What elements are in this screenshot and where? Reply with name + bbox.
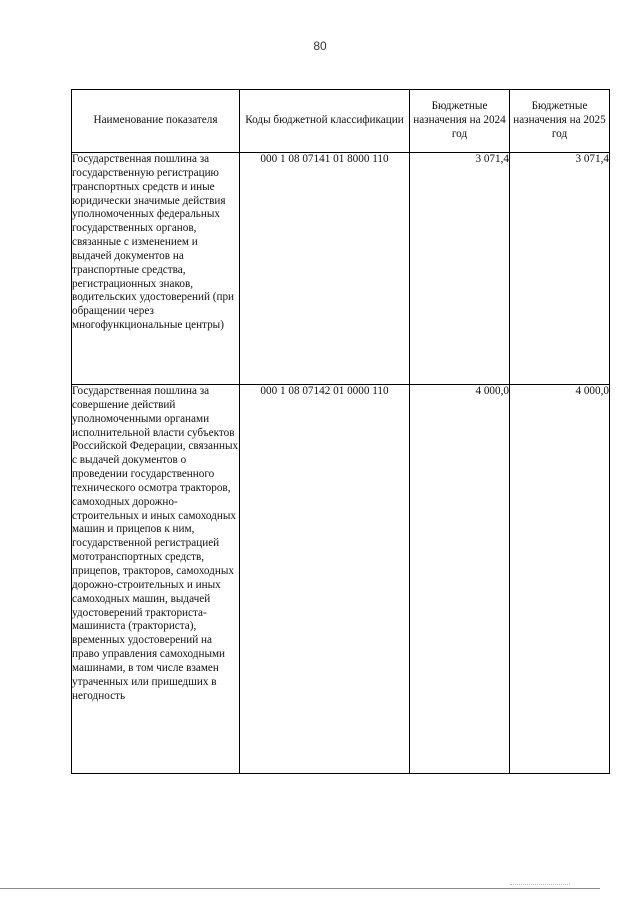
budget-2025-cell: 3 071,4 (510, 153, 610, 385)
classification-code-cell: 000 1 08 07142 01 0000 110 (240, 385, 410, 774)
header-indicator-name: Наименование показателя (72, 90, 240, 153)
indicator-name-cell: Государственная пошлина за государственную регистрацию транспортных средств и иные юридически значимые действия уполномоченных федеральных государственных органов, связанные с изменением и выдачей документов на транспортные средства, регистрационных знаков, водительских удостоверений (при обращении через многофункциональные центры) (72, 153, 240, 385)
budget-table (71, 89, 610, 774)
classification-code-cell: 000 1 08 07141 01 8000 110 (240, 153, 410, 385)
page-number: 80 (313, 39, 327, 53)
budget-2025-cell: 4 000,0 (510, 385, 610, 774)
table-header-row (72, 90, 610, 153)
table-row (72, 153, 610, 385)
header-budget-2025: Бюджетные назначения на 2025 год (510, 90, 610, 153)
budget-2024-cell: 4 000,0 (410, 385, 510, 774)
table-row (72, 385, 610, 774)
header-classification-code: Коды бюджетной классификации (240, 90, 410, 153)
footer-divider (0, 888, 600, 889)
footer-scan-artifact (510, 884, 570, 887)
header-budget-2024: Бюджетные назначения на 2024 год (410, 90, 510, 153)
budget-2024-cell: 3 071,4 (410, 153, 510, 385)
indicator-name-cell: Государственная пошлина за совершение действий уполномоченными органами исполнительной власти субъектов Российской Федерации, связанных с выдачей документов о проведении государственного технического осмотра тракторов, самоходных дорожно-строительных и иных самоходных машин и прицепов к ним, государственной регистрацией мототранспортных средств, прицепов, тракторов, самоходных дорожно-строительных и иных самоходных машин, выдачей удостоверений тракториста-машиниста (тракториста), временных удостоверений на право управления самоходными машинами, в том числе взамен утраченных или пришедших в негодность (72, 385, 240, 774)
